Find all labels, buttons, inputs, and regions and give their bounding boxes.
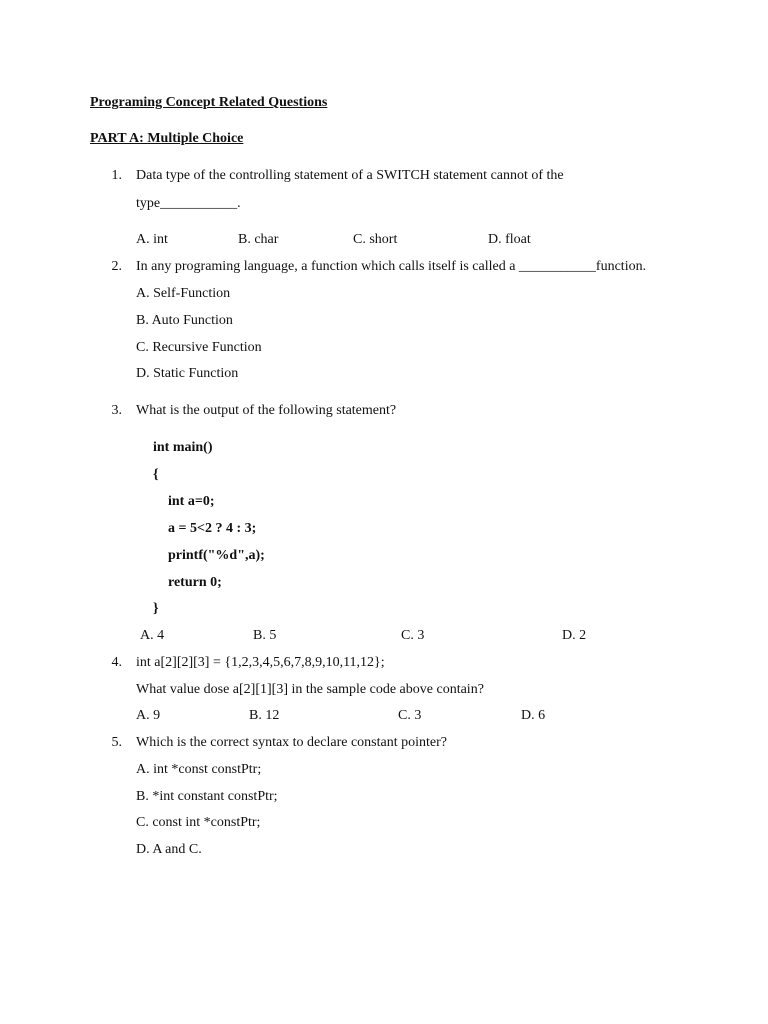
question-number: 2.: [111, 259, 122, 274]
option-c: C. Recursive Function: [136, 340, 262, 355]
option-c: C. const int *constPtr;: [136, 815, 261, 830]
code-line: a = 5<2 ? 4 : 3;: [168, 521, 257, 536]
code-line: {: [153, 467, 159, 482]
section-heading-part-a: PART A: Multiple Choice: [90, 131, 244, 146]
code-line: int main(): [153, 440, 213, 455]
code-line: return 0;: [168, 575, 222, 590]
question-text-continued: What value dose a[2][1][3] in the sample code above contain?: [136, 682, 484, 697]
option-d: D. 2: [562, 628, 587, 643]
option-a: A. int: [136, 232, 168, 247]
option-c: C. short: [353, 232, 398, 247]
option-a: A. Self-Function: [136, 286, 231, 301]
question-text: Which is the correct syntax to declare constant pointer?: [136, 735, 447, 750]
option-d: D. A and C.: [136, 842, 202, 857]
page-title: Programing Concept Related Questions: [90, 95, 328, 110]
question-number: 5.: [111, 735, 122, 750]
question-text: Data type of the controlling statement of a SWITCH statement cannot of the: [136, 168, 564, 183]
option-b: B. 5: [253, 628, 277, 643]
option-b: B. *int constant constPtr;: [136, 789, 278, 804]
option-a: A. int *const constPtr;: [136, 762, 262, 777]
question-number: 4.: [111, 655, 122, 670]
question-number: 3.: [111, 403, 122, 418]
option-b: B. Auto Function: [136, 313, 233, 328]
option-d: D. 6: [521, 708, 546, 723]
option-b: B. 12: [249, 708, 280, 723]
option-a: A. 9: [136, 708, 161, 723]
option-d: D. Static Function: [136, 366, 239, 381]
option-d: D. float: [488, 232, 531, 247]
code-line: printf("%d",a);: [168, 548, 265, 563]
question-text: int a[2][2][3] = {1,2,3,4,5,6,7,8,9,10,11,12};: [136, 655, 385, 670]
code-line: int a=0;: [168, 494, 215, 509]
question-number: 1.: [111, 168, 122, 183]
option-a: A. 4: [140, 628, 165, 643]
question-text: In any programing language, a function which calls itself is called a ___________function.: [136, 259, 647, 274]
code-line: }: [153, 601, 159, 616]
question-text-continued: type___________.: [136, 196, 241, 211]
option-c: C. 3: [398, 708, 422, 723]
option-c: C. 3: [401, 628, 425, 643]
question-text: What is the output of the following statement?: [136, 403, 397, 418]
option-b: B. char: [238, 232, 279, 247]
